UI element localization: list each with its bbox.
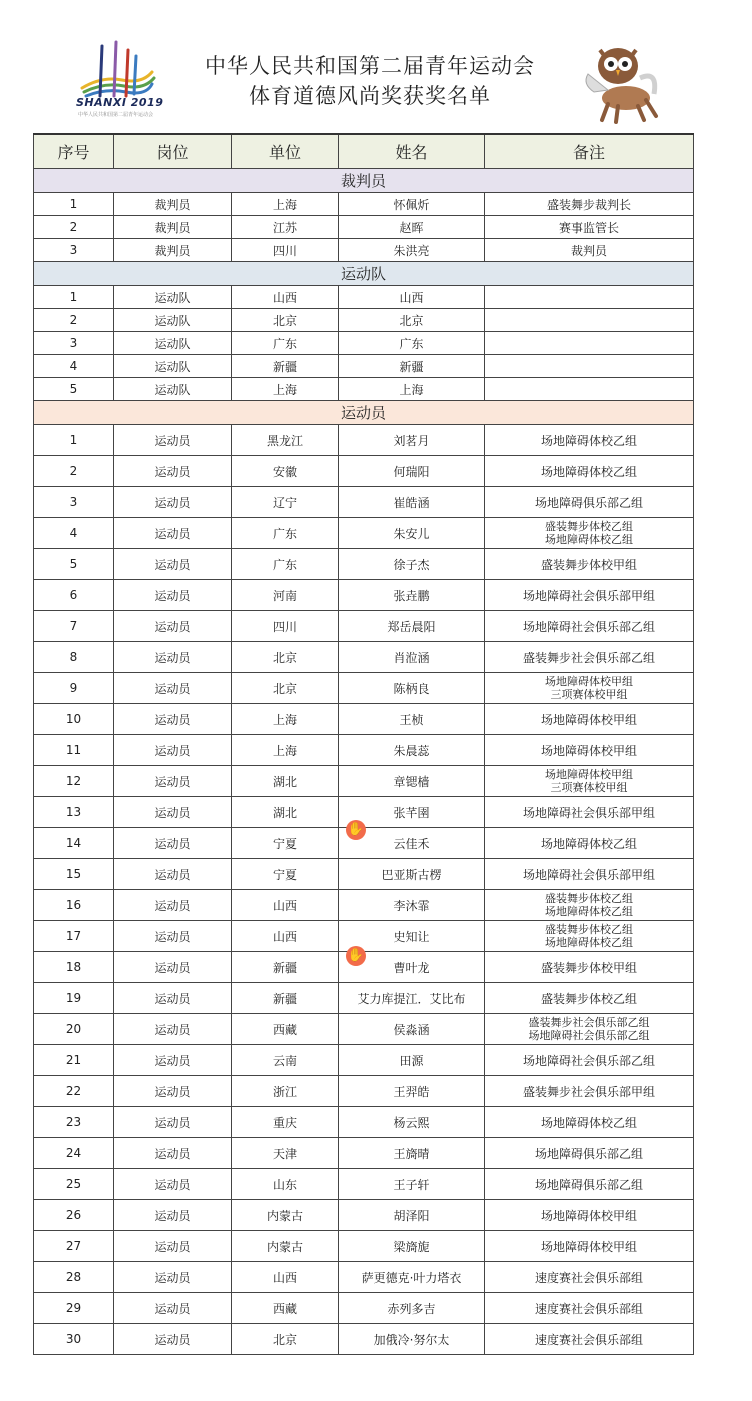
cell-unit: 山西 bbox=[232, 1262, 339, 1293]
remark-line: 场地障碍体校甲组 bbox=[545, 675, 633, 688]
remark-line: 场地障碍社会俱乐部乙组 bbox=[528, 1029, 650, 1042]
table-row bbox=[34, 309, 694, 332]
column-header-position: 岗位 bbox=[114, 134, 232, 169]
cell-name: 徐子杰 bbox=[339, 549, 485, 580]
cell-index: 19 bbox=[34, 983, 114, 1014]
cell-name: 艾力库提江．艾比布 bbox=[339, 983, 485, 1014]
cell-remark: 场地障碍社会俱乐部甲组 bbox=[485, 797, 694, 828]
cell-position: 运动员 bbox=[114, 1324, 232, 1355]
cell-index: 17 bbox=[34, 921, 114, 952]
cell-position: 运动员 bbox=[114, 580, 232, 611]
cell-position: 运动队 bbox=[114, 309, 232, 332]
logo-wordmark: SHANXI 2019 bbox=[76, 96, 164, 109]
cell-unit: 湖北 bbox=[232, 766, 339, 797]
cell-name: 王子轩 bbox=[339, 1169, 485, 1200]
cell-remark: 场地障碍俱乐部乙组 bbox=[485, 487, 694, 518]
section-header-row bbox=[34, 401, 694, 425]
table-row bbox=[34, 1262, 694, 1293]
section-title: 运动员 bbox=[34, 401, 694, 425]
cell-name: 山西 bbox=[339, 286, 485, 309]
table-row bbox=[34, 673, 694, 704]
table-row bbox=[34, 859, 694, 890]
cell-name: 朱晨蕊 bbox=[339, 735, 485, 766]
column-header-unit: 单位 bbox=[232, 134, 339, 169]
cell-unit: 上海 bbox=[232, 193, 339, 216]
section-header-row bbox=[34, 262, 694, 286]
cell-remark: 盛装舞步体校甲组 bbox=[485, 952, 694, 983]
table-row bbox=[34, 1076, 694, 1107]
cell-name: 史知让 bbox=[339, 921, 485, 952]
cell-remark: 场地障碍俱乐部乙组 bbox=[485, 1169, 694, 1200]
section-header-row bbox=[34, 169, 694, 193]
section-title: 裁判员 bbox=[34, 169, 694, 193]
cell-unit: 上海 bbox=[232, 704, 339, 735]
logo-subtext: 中华人民共和国第二届青年运动会 bbox=[78, 112, 154, 118]
cell-unit: 四川 bbox=[232, 611, 339, 642]
cell-name: 北京 bbox=[339, 309, 485, 332]
cell-position: 运动员 bbox=[114, 797, 232, 828]
cell-name: 上海 bbox=[339, 378, 485, 401]
column-header-index: 序号 bbox=[34, 134, 114, 169]
cell-index: 25 bbox=[34, 1169, 114, 1200]
table-row bbox=[34, 425, 694, 456]
cell-unit: 西藏 bbox=[232, 1293, 339, 1324]
cell-remark: 赛事监管长 bbox=[485, 216, 694, 239]
cell-unit: 江苏 bbox=[232, 216, 339, 239]
cell-remark bbox=[485, 766, 694, 797]
table-row bbox=[34, 378, 694, 401]
cell-unit: 广东 bbox=[232, 332, 339, 355]
cell-name: 崔皓涵 bbox=[339, 487, 485, 518]
cell-remark: 场地障碍俱乐部乙组 bbox=[485, 1138, 694, 1169]
cell-remark bbox=[485, 309, 694, 332]
cell-position: 运动员 bbox=[114, 952, 232, 983]
cell-unit: 浙江 bbox=[232, 1076, 339, 1107]
cell-unit: 新疆 bbox=[232, 952, 339, 983]
cell-name: 张垚鹏 bbox=[339, 580, 485, 611]
table-row bbox=[34, 1169, 694, 1200]
cell-name: 梁旖旎 bbox=[339, 1231, 485, 1262]
remark-line: 场地障碍体校甲组 bbox=[545, 768, 633, 781]
table-row bbox=[34, 456, 694, 487]
cell-index: 5 bbox=[34, 549, 114, 580]
cell-index: 10 bbox=[34, 704, 114, 735]
table-row bbox=[34, 1324, 694, 1355]
cell-remark bbox=[485, 286, 694, 309]
cell-index: 5 bbox=[34, 378, 114, 401]
cell-unit: 辽宁 bbox=[232, 487, 339, 518]
thumbs-up-icon: ✋ bbox=[346, 820, 366, 840]
table-row bbox=[34, 766, 694, 797]
section-title: 运动队 bbox=[34, 262, 694, 286]
column-header-name: 姓名 bbox=[339, 134, 485, 169]
cell-remark: 场地障碍体校甲组 bbox=[485, 735, 694, 766]
cell-position: 运动员 bbox=[114, 983, 232, 1014]
shanxi-2019-logo bbox=[72, 36, 156, 122]
table-row bbox=[34, 1200, 694, 1231]
cell-name: 张芊圉 bbox=[339, 797, 485, 828]
cell-name: 王羿皓 bbox=[339, 1076, 485, 1107]
thumbs-up-icon: ✋ bbox=[346, 946, 366, 966]
cell-unit: 广东 bbox=[232, 549, 339, 580]
cell-position: 运动员 bbox=[114, 1076, 232, 1107]
cell-unit: 山东 bbox=[232, 1169, 339, 1200]
cell-position: 运动员 bbox=[114, 549, 232, 580]
cell-unit: 北京 bbox=[232, 673, 339, 704]
cell-name: 刘茗月 bbox=[339, 425, 485, 456]
cell-position: 运动队 bbox=[114, 355, 232, 378]
cell-position: 运动员 bbox=[114, 890, 232, 921]
cell-index: 24 bbox=[34, 1138, 114, 1169]
remark-line: 场地障碍体校乙组 bbox=[545, 936, 633, 949]
cell-index: 30 bbox=[34, 1324, 114, 1355]
page-header bbox=[0, 0, 752, 130]
cell-unit: 宁夏 bbox=[232, 859, 339, 890]
cell-position: 运动员 bbox=[114, 1169, 232, 1200]
cell-index: 20 bbox=[34, 1014, 114, 1045]
cell-unit: 新疆 bbox=[232, 983, 339, 1014]
cell-position: 运动员 bbox=[114, 1138, 232, 1169]
table-row bbox=[34, 1293, 694, 1324]
table-row bbox=[34, 549, 694, 580]
cell-remark: 盛装舞步社会俱乐部乙组 bbox=[485, 642, 694, 673]
cell-index: 29 bbox=[34, 1293, 114, 1324]
table-row bbox=[34, 518, 694, 549]
cell-position: 运动员 bbox=[114, 611, 232, 642]
cell-position: 运动员 bbox=[114, 1293, 232, 1324]
cell-remark: 裁判员 bbox=[485, 239, 694, 262]
table-row bbox=[34, 642, 694, 673]
table-row bbox=[34, 921, 694, 952]
cell-name: 新疆 bbox=[339, 355, 485, 378]
cell-position: 运动员 bbox=[114, 735, 232, 766]
cell-index: 12 bbox=[34, 766, 114, 797]
cell-index: 3 bbox=[34, 239, 114, 262]
cell-position: 运动员 bbox=[114, 766, 232, 797]
cell-unit: 山西 bbox=[232, 921, 339, 952]
cell-unit: 山西 bbox=[232, 890, 339, 921]
cell-position: 运动队 bbox=[114, 332, 232, 355]
cell-name: 萨更德克·叶力塔衣 bbox=[339, 1262, 485, 1293]
table-row bbox=[34, 704, 694, 735]
cell-name: 何瑞阳 bbox=[339, 456, 485, 487]
cell-index: 8 bbox=[34, 642, 114, 673]
cell-remark: 盛装舞步体校乙组 bbox=[485, 983, 694, 1014]
column-header-remark: 备注 bbox=[485, 134, 694, 169]
cell-position: 运动员 bbox=[114, 518, 232, 549]
table-header-row bbox=[34, 134, 694, 169]
cell-remark bbox=[485, 1014, 694, 1045]
cell-position: 运动队 bbox=[114, 378, 232, 401]
cell-remark bbox=[485, 378, 694, 401]
page-subtitle: 体育道德风尚奖获奖名单 bbox=[249, 84, 491, 108]
mascot-image bbox=[578, 34, 668, 126]
cell-unit: 宁夏 bbox=[232, 828, 339, 859]
cell-unit: 山西 bbox=[232, 286, 339, 309]
cell-position: 运动员 bbox=[114, 859, 232, 890]
cell-index: 1 bbox=[34, 425, 114, 456]
table-row bbox=[34, 332, 694, 355]
remark-line: 三项赛体校甲组 bbox=[550, 781, 628, 794]
table-row bbox=[34, 580, 694, 611]
cell-position: 运动员 bbox=[114, 425, 232, 456]
cell-position: 裁判员 bbox=[114, 216, 232, 239]
cell-name: 胡泽阳 bbox=[339, 1200, 485, 1231]
cell-position: 运动队 bbox=[114, 286, 232, 309]
cell-index: 4 bbox=[34, 355, 114, 378]
cell-index: 13 bbox=[34, 797, 114, 828]
cell-index: 1 bbox=[34, 286, 114, 309]
cell-unit: 河南 bbox=[232, 580, 339, 611]
cell-index: 3 bbox=[34, 332, 114, 355]
table-row bbox=[34, 216, 694, 239]
table-row bbox=[34, 1231, 694, 1262]
table-row bbox=[34, 611, 694, 642]
cell-index: 3 bbox=[34, 487, 114, 518]
cell-index: 2 bbox=[34, 309, 114, 332]
cell-index: 14 bbox=[34, 828, 114, 859]
cell-name: 田源 bbox=[339, 1045, 485, 1076]
cell-name: 王旖晴 bbox=[339, 1138, 485, 1169]
cell-remark bbox=[485, 890, 694, 921]
cell-remark bbox=[485, 518, 694, 549]
cell-position: 运动员 bbox=[114, 1014, 232, 1045]
cell-unit: 广东 bbox=[232, 518, 339, 549]
cell-unit: 四川 bbox=[232, 239, 339, 262]
table-row bbox=[34, 286, 694, 309]
cell-position: 运动员 bbox=[114, 673, 232, 704]
cell-remark: 速度赛社会俱乐部组 bbox=[485, 1324, 694, 1355]
cell-unit: 北京 bbox=[232, 642, 339, 673]
cell-index: 4 bbox=[34, 518, 114, 549]
cell-index: 9 bbox=[34, 673, 114, 704]
cell-index: 2 bbox=[34, 456, 114, 487]
cell-remark: 场地障碍体校乙组 bbox=[485, 1107, 694, 1138]
cell-name: 陈柄良 bbox=[339, 673, 485, 704]
cell-unit: 安徽 bbox=[232, 456, 339, 487]
cell-index: 6 bbox=[34, 580, 114, 611]
table-row bbox=[34, 355, 694, 378]
cell-position: 运动员 bbox=[114, 704, 232, 735]
cell-remark: 场地障碍体校甲组 bbox=[485, 1200, 694, 1231]
cell-unit: 内蒙古 bbox=[232, 1231, 339, 1262]
cell-remark bbox=[485, 355, 694, 378]
cell-index: 1 bbox=[34, 193, 114, 216]
cell-remark: 场地障碍社会俱乐部甲组 bbox=[485, 859, 694, 890]
cell-remark: 盛装舞步体校甲组 bbox=[485, 549, 694, 580]
cell-index: 15 bbox=[34, 859, 114, 890]
cell-unit: 上海 bbox=[232, 735, 339, 766]
cell-position: 裁判员 bbox=[114, 239, 232, 262]
cell-index: 2 bbox=[34, 216, 114, 239]
cell-remark: 场地障碍体校甲组 bbox=[485, 704, 694, 735]
cell-name: 王桢 bbox=[339, 704, 485, 735]
table-row bbox=[34, 193, 694, 216]
cell-index: 7 bbox=[34, 611, 114, 642]
cell-unit: 上海 bbox=[232, 378, 339, 401]
cell-remark: 场地障碍体校乙组 bbox=[485, 456, 694, 487]
cell-position: 裁判员 bbox=[114, 193, 232, 216]
cell-name: 加俄冷·努尔太 bbox=[339, 1324, 485, 1355]
cell-name: 侯淼涵 bbox=[339, 1014, 485, 1045]
cell-position: 运动员 bbox=[114, 487, 232, 518]
table-row bbox=[34, 735, 694, 766]
cell-name: 李沐霏 bbox=[339, 890, 485, 921]
cell-position: 运动员 bbox=[114, 1262, 232, 1293]
cell-name: 章锶樯 bbox=[339, 766, 485, 797]
cell-remark bbox=[485, 921, 694, 952]
cell-unit: 北京 bbox=[232, 309, 339, 332]
table-row bbox=[34, 1045, 694, 1076]
table-row bbox=[34, 1107, 694, 1138]
page-title: 中华人民共和国第二届青年运动会 bbox=[205, 54, 535, 78]
cell-position: 运动员 bbox=[114, 1231, 232, 1262]
table-row bbox=[34, 1138, 694, 1169]
cell-unit: 北京 bbox=[232, 1324, 339, 1355]
cell-remark bbox=[485, 673, 694, 704]
cell-remark: 场地障碍体校乙组 bbox=[485, 828, 694, 859]
cell-remark: 场地障碍社会俱乐部乙组 bbox=[485, 1045, 694, 1076]
remark-line: 场地障碍体校乙组 bbox=[545, 905, 633, 918]
remark-line: 盛装舞步社会俱乐部乙组 bbox=[528, 1016, 650, 1029]
cell-unit: 新疆 bbox=[232, 355, 339, 378]
cell-name: 杨云熙 bbox=[339, 1107, 485, 1138]
cell-remark: 速度赛社会俱乐部组 bbox=[485, 1293, 694, 1324]
cell-name: 云佳禾 bbox=[339, 828, 485, 859]
cell-index: 11 bbox=[34, 735, 114, 766]
cell-remark: 场地障碍体校甲组 bbox=[485, 1231, 694, 1262]
cell-remark: 盛装舞步裁判长 bbox=[485, 193, 694, 216]
cell-unit: 云南 bbox=[232, 1045, 339, 1076]
cell-unit: 黑龙江 bbox=[232, 425, 339, 456]
cell-remark: 场地障碍体校乙组 bbox=[485, 425, 694, 456]
cell-position: 运动员 bbox=[114, 1107, 232, 1138]
table-row bbox=[34, 1014, 694, 1045]
cell-name: 郑岳晨阳 bbox=[339, 611, 485, 642]
cell-unit: 内蒙古 bbox=[232, 1200, 339, 1231]
cell-remark: 速度赛社会俱乐部组 bbox=[485, 1262, 694, 1293]
cell-name: 曹叶龙 bbox=[339, 952, 485, 983]
cell-index: 16 bbox=[34, 890, 114, 921]
table-row bbox=[34, 239, 694, 262]
cell-unit: 湖北 bbox=[232, 797, 339, 828]
cell-index: 23 bbox=[34, 1107, 114, 1138]
cell-name: 广东 bbox=[339, 332, 485, 355]
cell-unit: 重庆 bbox=[232, 1107, 339, 1138]
remark-line: 三项赛体校甲组 bbox=[550, 688, 628, 701]
cell-name: 赤列多吉 bbox=[339, 1293, 485, 1324]
cell-remark: 场地障碍社会俱乐部乙组 bbox=[485, 611, 694, 642]
cell-name: 肖涖涵 bbox=[339, 642, 485, 673]
cell-position: 运动员 bbox=[114, 456, 232, 487]
cell-index: 21 bbox=[34, 1045, 114, 1076]
table-row bbox=[34, 983, 694, 1014]
cell-name: 朱洪亮 bbox=[339, 239, 485, 262]
cell-index: 22 bbox=[34, 1076, 114, 1107]
cell-position: 运动员 bbox=[114, 1045, 232, 1076]
cell-name: 巴亚斯古楞 bbox=[339, 859, 485, 890]
remark-line: 场地障碍体校乙组 bbox=[545, 533, 633, 546]
cell-position: 运动员 bbox=[114, 1200, 232, 1231]
cell-index: 26 bbox=[34, 1200, 114, 1231]
cell-position: 运动员 bbox=[114, 921, 232, 952]
cell-index: 27 bbox=[34, 1231, 114, 1262]
cell-name: 怀佩炘 bbox=[339, 193, 485, 216]
cell-name: 朱安儿 bbox=[339, 518, 485, 549]
table-row bbox=[34, 890, 694, 921]
cell-remark bbox=[485, 332, 694, 355]
cell-index: 18 bbox=[34, 952, 114, 983]
cell-remark: 场地障碍社会俱乐部甲组 bbox=[485, 580, 694, 611]
cell-position: 运动员 bbox=[114, 642, 232, 673]
remark-line: 盛装舞步体校乙组 bbox=[545, 520, 633, 533]
cell-index: 28 bbox=[34, 1262, 114, 1293]
cell-position: 运动员 bbox=[114, 828, 232, 859]
table-row bbox=[34, 487, 694, 518]
remark-line: 盛装舞步体校乙组 bbox=[545, 923, 633, 936]
cell-name: 赵晖 bbox=[339, 216, 485, 239]
cell-unit: 天津 bbox=[232, 1138, 339, 1169]
cell-unit: 西藏 bbox=[232, 1014, 339, 1045]
remark-line: 盛装舞步体校乙组 bbox=[545, 892, 633, 905]
award-table bbox=[33, 133, 694, 1355]
cell-remark: 盛装舞步社会俱乐部甲组 bbox=[485, 1076, 694, 1107]
